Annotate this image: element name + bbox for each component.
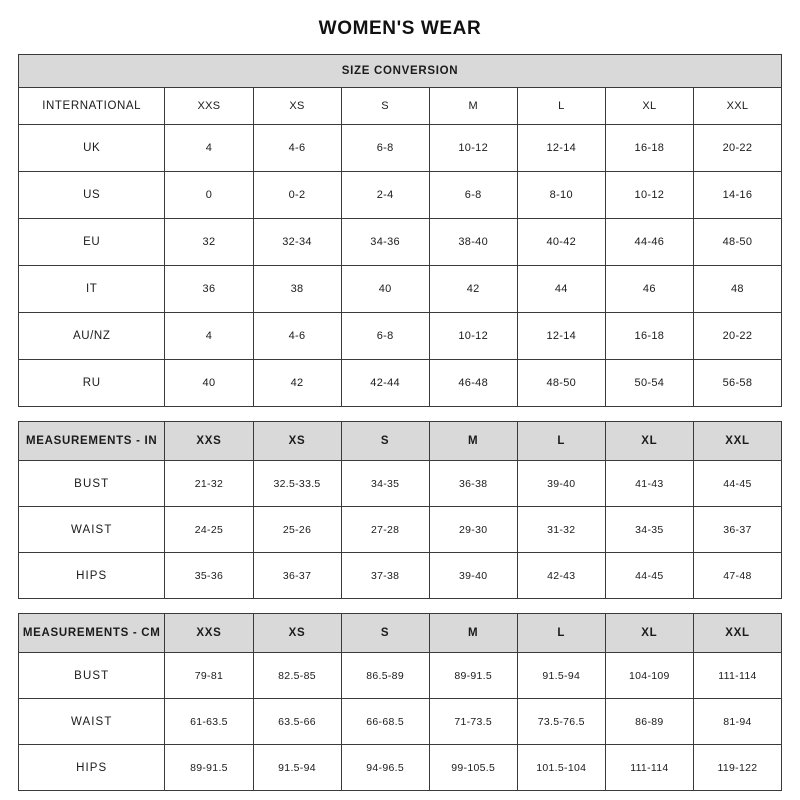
cell: 32: [165, 219, 253, 266]
cell: 48-50: [517, 360, 605, 407]
cell: 119-122: [693, 745, 781, 791]
row-label: RU: [19, 360, 165, 407]
cell: 25-26: [253, 507, 341, 553]
cell: 10-12: [605, 172, 693, 219]
cell: 111-114: [693, 653, 781, 699]
cell: 6-8: [341, 313, 429, 360]
cell: 44-46: [605, 219, 693, 266]
table-row: [19, 266, 782, 313]
cell: 34-36: [341, 219, 429, 266]
row-label: US: [19, 172, 165, 219]
header-xl: XL: [605, 88, 693, 125]
row-label: WAIST: [19, 507, 165, 553]
table-row: [19, 172, 782, 219]
table-row: [19, 653, 782, 699]
cell: 44: [517, 266, 605, 313]
cell: 6-8: [429, 172, 517, 219]
header-m: M: [429, 88, 517, 125]
table-row: [19, 125, 782, 172]
cell: 47-48: [693, 553, 781, 599]
table-row: [19, 699, 782, 745]
measurements-cm-header-row: [19, 614, 782, 653]
row-label: AU/NZ: [19, 313, 165, 360]
cell: 10-12: [429, 125, 517, 172]
cell: 39-40: [429, 553, 517, 599]
row-label: BUST: [19, 653, 165, 699]
header-xs: XS: [253, 614, 341, 653]
cell: 20-22: [693, 125, 781, 172]
cell: 91.5-94: [253, 745, 341, 791]
header-xxl: XXL: [693, 614, 781, 653]
cell: 86-89: [605, 699, 693, 745]
table-row: [19, 461, 782, 507]
cell: 99-105.5: [429, 745, 517, 791]
header-l: L: [517, 88, 605, 125]
cell: 40: [165, 360, 253, 407]
cell: 86.5-89: [341, 653, 429, 699]
cell: 12-14: [517, 313, 605, 360]
header-xs: XS: [253, 88, 341, 125]
cell: 4: [165, 313, 253, 360]
table-row: [19, 313, 782, 360]
cell: 79-81: [165, 653, 253, 699]
cell: 27-28: [341, 507, 429, 553]
cell: 0-2: [253, 172, 341, 219]
cell: 41-43: [605, 461, 693, 507]
cell: 0: [165, 172, 253, 219]
cell: 16-18: [605, 313, 693, 360]
measurements-cm-table: [18, 613, 782, 791]
cell: 91.5-94: [517, 653, 605, 699]
size-conversion-banner: SIZE CONVERSION: [19, 55, 782, 88]
cell: 89-91.5: [429, 653, 517, 699]
cell: 46: [605, 266, 693, 313]
header-xl: XL: [605, 614, 693, 653]
cell: 20-22: [693, 313, 781, 360]
cell: 39-40: [517, 461, 605, 507]
cell: 42-44: [341, 360, 429, 407]
cell: 56-58: [693, 360, 781, 407]
header-xxs: XXS: [165, 422, 253, 461]
header-xl: XL: [605, 422, 693, 461]
header-l: L: [517, 614, 605, 653]
row-label: IT: [19, 266, 165, 313]
cell: 48-50: [693, 219, 781, 266]
cell: 10-12: [429, 313, 517, 360]
cell: 29-30: [429, 507, 517, 553]
cell: 42-43: [517, 553, 605, 599]
row-label: WAIST: [19, 699, 165, 745]
cell: 111-114: [605, 745, 693, 791]
header-measurements-in: MEASUREMENTS - IN: [19, 422, 165, 461]
header-s: S: [341, 614, 429, 653]
header-measurements-cm: MEASUREMENTS - CM: [19, 614, 165, 653]
cell: 66-68.5: [341, 699, 429, 745]
cell: 36-38: [429, 461, 517, 507]
cell: 32-34: [253, 219, 341, 266]
cell: 12-14: [517, 125, 605, 172]
header-l: L: [517, 422, 605, 461]
cell: 46-48: [429, 360, 517, 407]
cell: 31-32: [517, 507, 605, 553]
header-s: S: [341, 88, 429, 125]
cell: 21-32: [165, 461, 253, 507]
table-row: [19, 553, 782, 599]
header-xxl: XXL: [693, 88, 781, 125]
cell: 42: [253, 360, 341, 407]
table-row: [19, 219, 782, 266]
header-xs: XS: [253, 422, 341, 461]
cell: 8-10: [517, 172, 605, 219]
cell: 94-96.5: [341, 745, 429, 791]
cell: 71-73.5: [429, 699, 517, 745]
cell: 16-18: [605, 125, 693, 172]
header-xxl: XXL: [693, 422, 781, 461]
header-xxs: XXS: [165, 88, 253, 125]
cell: 40: [341, 266, 429, 313]
cell: 42: [429, 266, 517, 313]
cell: 36: [165, 266, 253, 313]
cell: 14-16: [693, 172, 781, 219]
cell: 63.5-66: [253, 699, 341, 745]
cell: 89-91.5: [165, 745, 253, 791]
header-international: INTERNATIONAL: [19, 88, 165, 125]
cell: 35-36: [165, 553, 253, 599]
cell: 81-94: [693, 699, 781, 745]
cell: 82.5-85: [253, 653, 341, 699]
page-title: WOMEN'S WEAR: [318, 18, 482, 39]
table-row: [19, 507, 782, 553]
cell: 37-38: [341, 553, 429, 599]
header-xxs: XXS: [165, 614, 253, 653]
cell: 48: [693, 266, 781, 313]
cell: 34-35: [341, 461, 429, 507]
cell: 44-45: [693, 461, 781, 507]
row-label: BUST: [19, 461, 165, 507]
cell: 2-4: [341, 172, 429, 219]
row-label: HIPS: [19, 745, 165, 791]
size-conversion-table: [18, 54, 782, 407]
cell: 4-6: [253, 313, 341, 360]
row-label: HIPS: [19, 553, 165, 599]
size-conversion-header-row: [19, 88, 782, 125]
header-m: M: [429, 614, 517, 653]
cell: 24-25: [165, 507, 253, 553]
size-conversion-banner-row: [19, 55, 782, 88]
cell: 6-8: [341, 125, 429, 172]
table-row: [19, 745, 782, 791]
header-s: S: [341, 422, 429, 461]
cell: 38: [253, 266, 341, 313]
measurements-inches-header-row: [19, 422, 782, 461]
cell: 4-6: [253, 125, 341, 172]
header-m: M: [429, 422, 517, 461]
table-row: [19, 360, 782, 407]
cell: 36-37: [253, 553, 341, 599]
measurements-inches-table: [18, 421, 782, 599]
cell: 38-40: [429, 219, 517, 266]
cell: 34-35: [605, 507, 693, 553]
cell: 73.5-76.5: [517, 699, 605, 745]
cell: 44-45: [605, 553, 693, 599]
cell: 61-63.5: [165, 699, 253, 745]
cell: 104-109: [605, 653, 693, 699]
cell: 50-54: [605, 360, 693, 407]
cell: 32.5-33.5: [253, 461, 341, 507]
cell: 40-42: [517, 219, 605, 266]
cell: 4: [165, 125, 253, 172]
row-label: UK: [19, 125, 165, 172]
row-label: EU: [19, 219, 165, 266]
cell: 36-37: [693, 507, 781, 553]
cell: 101.5-104: [517, 745, 605, 791]
